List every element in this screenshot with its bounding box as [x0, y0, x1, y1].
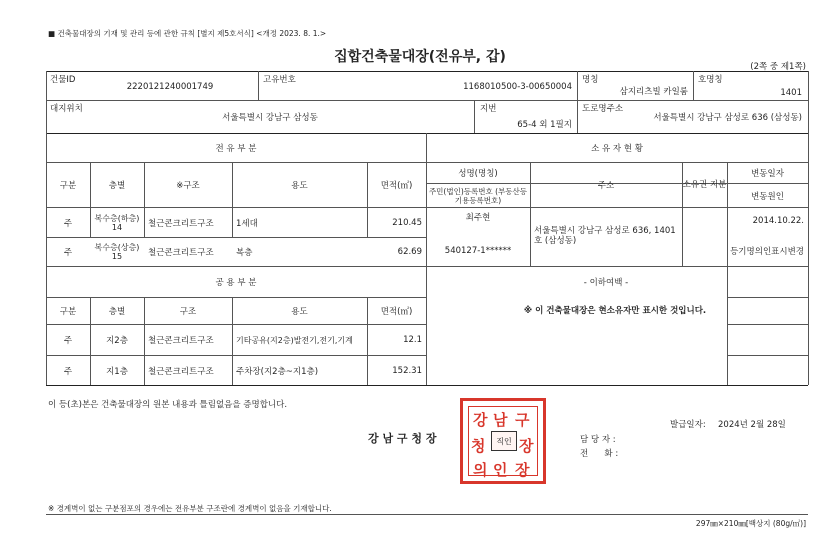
- common-area: 152.31: [392, 365, 422, 376]
- issuer-name: 강 남 구 청 장: [368, 432, 437, 445]
- unique-no-label: 고유번호: [263, 75, 296, 85]
- common-section-title: 공 용 부 분: [215, 278, 257, 288]
- issue-date: 2024년 2월 28일: [718, 420, 786, 430]
- road-value: 서울특별시 강남구 삼성로 636 (삼성동): [653, 113, 802, 123]
- owner-notice: ※ 이 건축물대장은 현소유자만 표시한 것입니다.: [523, 306, 707, 316]
- exclusive-structure: 철근콘크리트구조: [148, 218, 214, 229]
- exclusive-header-use: 용도: [291, 181, 308, 191]
- owner-name: 최주현: [465, 213, 491, 223]
- common-structure: 철근콘크리트구조: [148, 336, 214, 346]
- site-value: 서울특별시 강남구 삼성동: [222, 113, 318, 123]
- paper-spec: 297㎜×210㎜[백상지 (80g/㎡)]: [695, 519, 806, 528]
- common-use: 주차장(지2층~지1층): [236, 366, 319, 377]
- common-use: 기타공유(지2층)발전기,전기,기계: [236, 335, 353, 345]
- common-header-use: 용도: [291, 307, 308, 317]
- blank-note: - 이하여백 -: [583, 278, 629, 288]
- common-header-floor: 층별: [108, 307, 126, 317]
- exclusive-structure: 철근콘크리트구조: [148, 248, 214, 258]
- exclusive-floor: 복수층(하층) 14: [94, 213, 140, 232]
- lot-label: 지번: [480, 104, 497, 114]
- page-info: (2쪽 중 제1쪽): [750, 62, 806, 72]
- exclusive-floor: 복수층(상층) 15: [94, 243, 140, 261]
- site-label: 대지위치: [50, 104, 83, 114]
- common-header-area: 면적(㎡): [380, 307, 413, 317]
- name-label: 명칭: [582, 75, 599, 85]
- footer-note: ※ 경계벽이 없는 구분점포의 경우에는 전유부분 구조란에 경계벽이 없음을 기재합니다.: [48, 504, 332, 513]
- owner-id: 540127-1******: [444, 246, 512, 256]
- official-seal: 강 남 구 청 장 의 인 장 직인: [460, 398, 546, 484]
- owner-change-date: 2014.10.22.: [752, 216, 804, 226]
- exclusive-header-structure: ※구조: [176, 181, 200, 191]
- owner-change-reason-header: 변동원인: [751, 191, 784, 202]
- exclusive-use: 복층: [236, 248, 253, 258]
- owner-change-reason: 등기명의인표시변경: [730, 247, 804, 257]
- road-label: 도로명주소: [582, 104, 624, 114]
- issue-date-label: 발급일자:: [670, 420, 706, 430]
- common-structure: 철근콘크리트구조: [148, 366, 214, 377]
- unit-value: 1401: [780, 88, 802, 98]
- building-id-value: 2220121240001749: [126, 82, 214, 92]
- seal-label: 직인: [491, 431, 517, 451]
- regulation-text: ■ 건축물대장의 기재 및 관리 등에 관한 규칙 [별지 제5호서식] <개정 2023. 8. 1.>: [48, 29, 327, 38]
- exclusive-header-kind: 구분: [59, 181, 77, 191]
- common-area: 12.1: [403, 335, 422, 345]
- owner-address: 서울특별시 강남구 삼성로 636, 1401호 (삼성동): [534, 226, 676, 246]
- common-header-structure: 구조: [179, 307, 197, 317]
- clerk-label: 담 당 자 :: [580, 435, 616, 445]
- exclusive-header-floor: 층별: [108, 181, 126, 191]
- certify-text: 이 등(초)본은 건축물대장의 원본 내용과 틀림없음을 증명합니다.: [48, 400, 288, 410]
- owner-share-header: 소유권 지분: [682, 180, 727, 190]
- owner-id-header: 주민(법인)등록번호 (부동산등기용등록번호): [428, 186, 528, 205]
- exclusive-area: 210.45: [392, 217, 422, 228]
- exclusive-kind: 주: [63, 248, 73, 258]
- owner-address-header: 주소: [597, 181, 615, 191]
- unit-label: 호명칭: [698, 75, 723, 85]
- exclusive-area: 62.69: [397, 247, 422, 257]
- name-value: 삼지리츠빌 카일룸: [619, 87, 688, 97]
- building-id-label: 건물ID: [50, 75, 76, 85]
- common-floor: 지1층: [106, 366, 128, 377]
- exclusive-use: 1세대: [236, 218, 258, 229]
- unique-no-value: 1168010500-3-00650004: [463, 82, 572, 92]
- owner-section-title: 소 유 자 현 황: [591, 144, 643, 154]
- owner-change-date-header: 변동일자: [751, 169, 784, 179]
- exclusive-header-area: 면적(㎡): [380, 181, 413, 191]
- document-title: 집합건축물대장(전유부, 갑): [334, 49, 506, 65]
- exclusive-section-title: 전 유 부 분: [215, 144, 257, 154]
- phone-label: 전 화 :: [580, 449, 619, 459]
- common-header-kind: 구분: [59, 307, 77, 317]
- exclusive-kind: 주: [63, 218, 73, 229]
- lot-value: 65-4 외 1필지: [517, 120, 572, 130]
- common-kind: 주: [63, 336, 73, 346]
- common-kind: 주: [63, 366, 73, 377]
- common-floor: 지2층: [106, 336, 128, 346]
- owner-name-header: 성명(명칭): [458, 169, 498, 179]
